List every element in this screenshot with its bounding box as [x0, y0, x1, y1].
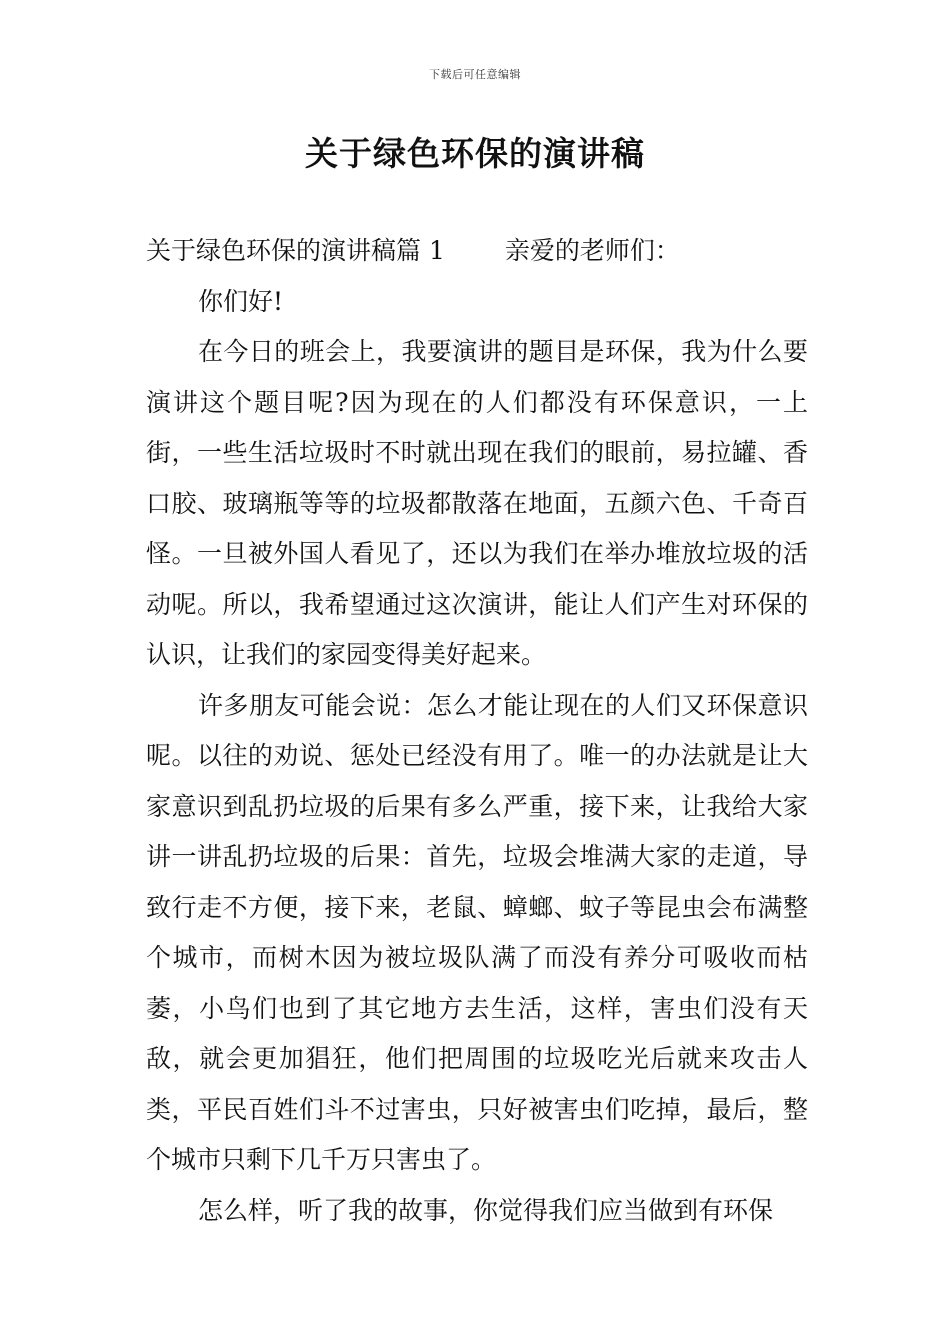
paragraph-2: 许多朋友可能会说：怎么才能让现在的人们又环保意识呢。以往的劝说、惩处已经没有用了。唯一的办法就是让大家意识到乱扔垃圾的后果有多么严重，接下来，让我给大家讲一讲乱扔垃圾的后果：首先，垃圾会堆满大家的走道，导致行走不方便，接下来，老鼠、蟑螂、蚊子等昆虫会布满整个城市，而树木因为被垃圾队满了而没有养分可吸收而枯萎，小鸟们也到了其它地方去生活，这样，害虫们没有天敌，就会更加猖狂，他们把周围的垃圾吃光后就来攻击人类，平民百姓们斗不过害虫，只好被害虫们吃掉，最后，整个城市只剩下几千万只害虫了。: [146, 690, 808, 1174]
document-title: 关于绿色环保的演讲稿: [305, 134, 645, 173]
header-note: 下载后可任意编辑: [429, 68, 521, 81]
paragraph-1: 在今日的班会上，我要演讲的题目是环保，我为什么要演讲这个题目呢?因为现在的人们都没有环保意识，一上街，一些生活垃圾时不时就出现在我们的眼前，易拉罐、香口胶、玻璃瓶等等的垃圾都散落在地面，五颜六色、千奇百怪。一旦被外国人看见了，还以为我们在举办堆放垃圾的活动呢。所以，我希望通过这次演讲，能让人们产生对环保的认识，让我们的家园变得美好起来。: [146, 337, 808, 669]
paragraph-3: 怎么样，听了我的故事，你觉得我们应当做到有环保: [198, 1195, 774, 1225]
document-body: [146, 226, 808, 1236]
paragraph-greeting: 你们好!: [198, 286, 284, 316]
section-label: 关于绿色环保的演讲稿篇 1: [146, 236, 445, 265]
salutation: 亲爱的老师们：: [504, 236, 680, 265]
opening-line: [146, 226, 808, 277]
